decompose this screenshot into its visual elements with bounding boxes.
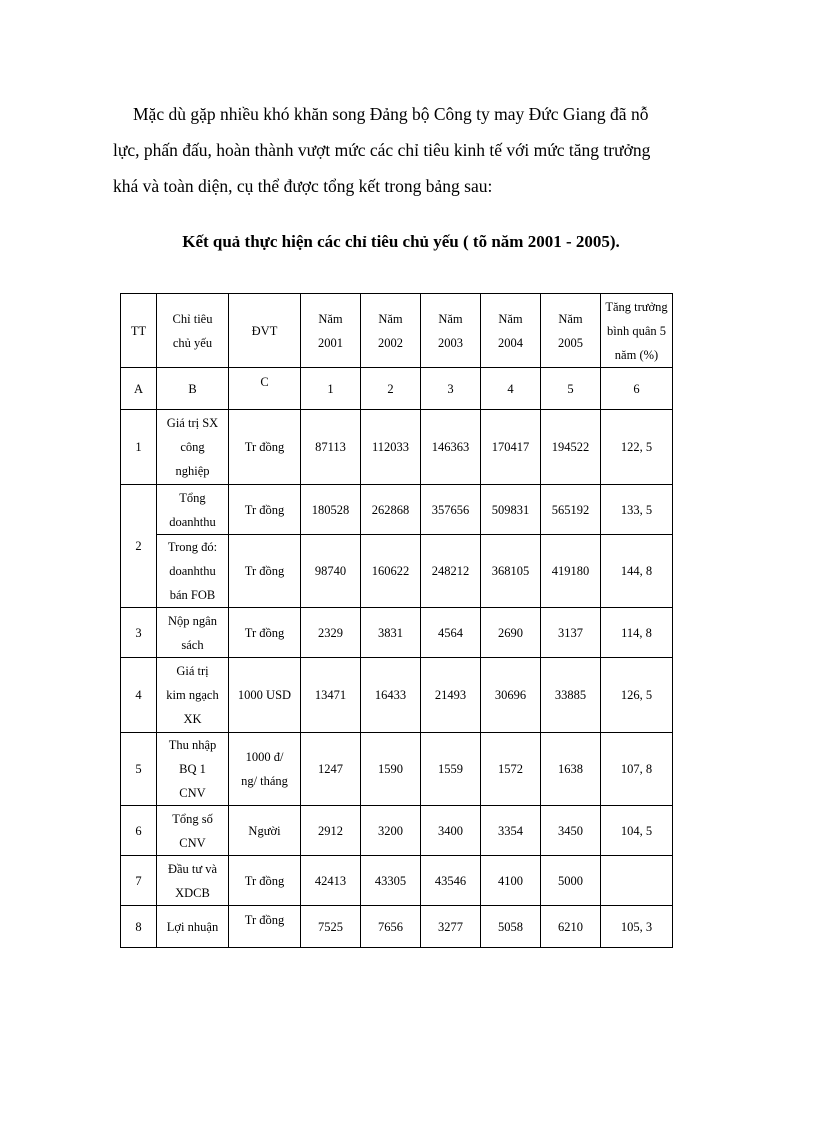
value-cell: 3831	[361, 608, 421, 658]
unit-cell: Người	[229, 806, 301, 856]
table-row	[121, 608, 673, 658]
value-cell: 419180	[541, 535, 601, 608]
value-cell: 16433	[361, 658, 421, 733]
growth-cell: 144, 8	[601, 535, 673, 608]
index-cell: 2	[361, 368, 421, 410]
value-cell: 170417	[481, 410, 541, 485]
index-cell: B	[157, 368, 229, 410]
header-cell: Chỉ tiêu chủ yếu	[157, 294, 229, 368]
indicator-cell: Tổng số CNV	[157, 806, 229, 856]
value-cell: 3277	[421, 906, 481, 948]
index-cell: 4	[481, 368, 541, 410]
unit-cell: Tr đồng	[229, 535, 301, 608]
value-cell: 33885	[541, 658, 601, 733]
unit-cell: Tr đồng	[229, 856, 301, 906]
tt-cell: 8	[121, 906, 157, 948]
index-cell: A	[121, 368, 157, 410]
indicator-cell: Tổng doanhthu	[157, 485, 229, 535]
header-cell: Năm 2002	[361, 294, 421, 368]
value-cell: 30696	[481, 658, 541, 733]
value-cell: 357656	[421, 485, 481, 535]
value-cell: 194522	[541, 410, 601, 485]
value-cell: 1572	[481, 733, 541, 806]
index-cell: 3	[421, 368, 481, 410]
value-cell: 87113	[301, 410, 361, 485]
index-cell: C	[229, 368, 301, 410]
value-cell: 1590	[361, 733, 421, 806]
table-row	[121, 906, 673, 948]
table-caption: Kết quả thực hiện các chỉ tiêu chủ yếu ( tõ năm 2001 - 2005).	[182, 232, 620, 251]
value-cell: 6210	[541, 906, 601, 948]
value-cell: 4564	[421, 608, 481, 658]
tt-cell: 1	[121, 410, 157, 485]
unit-cell: Tr đồng	[229, 906, 301, 948]
value-cell: 3354	[481, 806, 541, 856]
value-cell: 180528	[301, 485, 361, 535]
index-cell: 6	[601, 368, 673, 410]
unit-cell: 1000 đ/ ng/ tháng	[229, 733, 301, 806]
value-cell: 565192	[541, 485, 601, 535]
index-cell: 1	[301, 368, 361, 410]
unit-cell: Tr đồng	[229, 608, 301, 658]
indicator-cell: Trong đó: doanhthu bán FOB	[157, 535, 229, 608]
value-cell: 2690	[481, 608, 541, 658]
growth-cell: 126, 5	[601, 658, 673, 733]
tt-cell: 5	[121, 733, 157, 806]
table-row	[121, 485, 673, 535]
header-cell: Năm 2004	[481, 294, 541, 368]
value-cell: 3200	[361, 806, 421, 856]
table-row	[121, 856, 673, 906]
growth-cell: 105, 3	[601, 906, 673, 948]
value-cell: 5000	[541, 856, 601, 906]
header-cell: TT	[121, 294, 157, 368]
tt-cell: 7	[121, 856, 157, 906]
growth-cell: 122, 5	[601, 410, 673, 485]
value-cell: 1638	[541, 733, 601, 806]
table-row	[121, 535, 673, 608]
value-cell: 13471	[301, 658, 361, 733]
unit-cell: Tr đồng	[229, 410, 301, 485]
value-cell: 7656	[361, 906, 421, 948]
paragraph-line: Mặc dù gặp nhiều khó khăn song Đảng bộ Công ty may Đức Giang đã nỗ	[133, 104, 649, 124]
indicator-cell: Giá trị kim ngạch XK	[157, 658, 229, 733]
indicator-cell: Đầu tư và XDCB	[157, 856, 229, 906]
value-cell: 2329	[301, 608, 361, 658]
indicator-cell: Lợi nhuận	[157, 906, 229, 948]
value-cell: 248212	[421, 535, 481, 608]
value-cell: 7525	[301, 906, 361, 948]
table-row	[121, 410, 673, 485]
growth-cell	[601, 856, 673, 906]
value-cell: 3137	[541, 608, 601, 658]
table-row	[121, 658, 673, 733]
header-row	[121, 294, 673, 368]
header-cell: ĐVT	[229, 294, 301, 368]
value-cell: 509831	[481, 485, 541, 535]
results-table	[120, 293, 673, 948]
value-cell: 43305	[361, 856, 421, 906]
value-cell: 146363	[421, 410, 481, 485]
paragraph-line: lực, phấn đấu, hoàn thành vượt mức các chỉ tiêu kinh tế với mức tăng trưởng	[113, 140, 651, 160]
intro-paragraph	[113, 96, 701, 204]
value-cell: 3450	[541, 806, 601, 856]
header-cell: Năm 2003	[421, 294, 481, 368]
tt-cell: 6	[121, 806, 157, 856]
growth-cell: 133, 5	[601, 485, 673, 535]
tt-cell: 2	[121, 485, 157, 608]
header-cell: Năm 2005	[541, 294, 601, 368]
value-cell: 43546	[421, 856, 481, 906]
value-cell: 368105	[481, 535, 541, 608]
indicator-cell: Thu nhập BQ 1 CNV	[157, 733, 229, 806]
growth-cell: 114, 8	[601, 608, 673, 658]
indicator-cell: Nộp ngân sách	[157, 608, 229, 658]
indicator-cell: Giá trị SX công nghiệp	[157, 410, 229, 485]
index-row	[121, 368, 673, 410]
value-cell: 42413	[301, 856, 361, 906]
index-cell: 5	[541, 368, 601, 410]
header-cell: Năm 2001	[301, 294, 361, 368]
value-cell: 4100	[481, 856, 541, 906]
value-cell: 262868	[361, 485, 421, 535]
tt-cell: 3	[121, 608, 157, 658]
value-cell: 1247	[301, 733, 361, 806]
value-cell: 21493	[421, 658, 481, 733]
value-cell: 2912	[301, 806, 361, 856]
growth-cell: 107, 8	[601, 733, 673, 806]
growth-cell: 104, 5	[601, 806, 673, 856]
value-cell: 98740	[301, 535, 361, 608]
table-row	[121, 806, 673, 856]
value-cell: 112033	[361, 410, 421, 485]
header-cell: Tăng trưởng bình quân 5 năm (%)	[601, 294, 673, 368]
table-row	[121, 733, 673, 806]
tt-cell: 4	[121, 658, 157, 733]
value-cell: 3400	[421, 806, 481, 856]
value-cell: 1559	[421, 733, 481, 806]
value-cell: 5058	[481, 906, 541, 948]
unit-cell: Tr đồng	[229, 485, 301, 535]
paragraph-line: khá và toàn diện, cụ thể được tổng kết trong bảng sau:	[113, 176, 493, 196]
value-cell: 160622	[361, 535, 421, 608]
unit-cell: 1000 USD	[229, 658, 301, 733]
